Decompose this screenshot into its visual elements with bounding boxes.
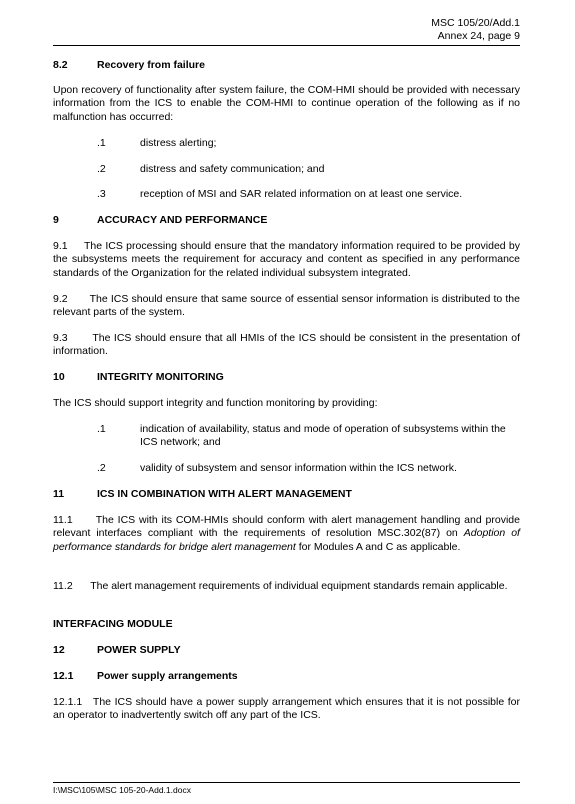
footer-rule [53,782,520,783]
section-number: 8.2 [53,59,68,71]
annex-page-reference: Annex 24, page 9 [437,30,520,42]
section-number: 10 [53,371,65,383]
paragraph-number: 12.1.1 [53,696,83,708]
paragraph-number: 9.1 [53,240,68,252]
list-item-number: .3 [97,188,106,200]
footer-file-path: I:\MSC\105\MSC 105-20-Add.1.docx [53,785,191,795]
paragraph-number: 11.2 [53,580,73,592]
paragraph-text: The ICS with its COM-HMIs should conform with alert management handling and provide relevant interfaces compliant with the requirements of resolution MSC.302(87) on [53,514,520,540]
header-rule [53,45,520,46]
section-number: 11 [53,488,65,500]
paragraph-text: The ICS should ensure that same source of essential sensor information is distributed to the relevant parts of the system. [53,293,520,319]
paragraph-number: 11.1 [53,514,73,526]
paragraph-9-1 [53,240,520,280]
list-item-number: .2 [97,163,106,175]
paragraph-text-end: for Modules A and C as applicable. [295,540,461,553]
paragraph-9-3 [53,332,520,359]
paragraph-text: The ICS processing should ensure that the mandatory information required to be provided by the subsystems meets the requirement for accuracy and content as specified in any performance standards of the Organization for the related individual subsystem integrated. [53,240,520,279]
section-title: POWER SUPPLY [97,644,181,656]
resolution-title: Adoption of performance standards for bridge alert management [53,527,520,553]
paragraph-number: 9.3 [53,332,68,344]
list-item-text: indication of availability, status and mode of operation of subsystems within the ICS network; and [140,423,506,449]
paragraph-number: 9.2 [53,293,68,305]
paragraph-12-1-1 [53,696,520,723]
section-title: Recovery from failure [97,59,205,71]
section-title: INTEGRITY MONITORING [97,371,224,383]
list-item-number: .1 [97,137,106,149]
list-item-text: distress and safety communication; and [140,163,325,175]
list-item-text: reception of MSI and SAR related information on at least one service. [140,188,463,200]
subsection-title: Power supply arrangements [97,670,238,682]
paragraph-10: The ICS should support integrity and function monitoring by providing: [53,397,378,409]
list-item-number: .1 [97,423,106,435]
section-number: 12 [53,644,65,656]
module-title: INTERFACING MODULE [53,618,173,630]
list-item-number: .2 [97,462,106,474]
list-item-text: distress alerting; [140,137,217,149]
page-header [431,17,520,43]
paragraph-9-2 [53,293,520,320]
section-title: ICS IN COMBINATION WITH ALERT MANAGEMENT [97,488,352,500]
paragraph-8-2: Upon recovery of functionality after system failure, the COM-HMI should be provided with necessary information from the ICS to enable the COM-HMI to continue operation of the following as if no malfunction has occurred: [53,84,520,123]
section-number: 9 [53,214,59,226]
list-item-text: validity of subsystem and sensor information within the ICS network. [140,462,457,474]
paragraph-11-1 [53,514,520,554]
subsection-number: 12.1 [53,670,74,682]
document-reference: MSC 105/20/Add.1 [431,17,520,29]
section-title: ACCURACY AND PERFORMANCE [97,214,268,226]
paragraph-text: The ICS should ensure that all HMIs of the ICS should be consistent in the presentation of information. [53,332,520,358]
paragraph-text: The ICS should have a power supply arrangement which ensures that it is not possible for an operator to inadvertently switch off any part of the ICS. [53,696,520,722]
paragraph-text: The alert management requirements of individual equipment standards remain applicable. [90,580,508,592]
paragraph-11-2 [53,580,520,593]
